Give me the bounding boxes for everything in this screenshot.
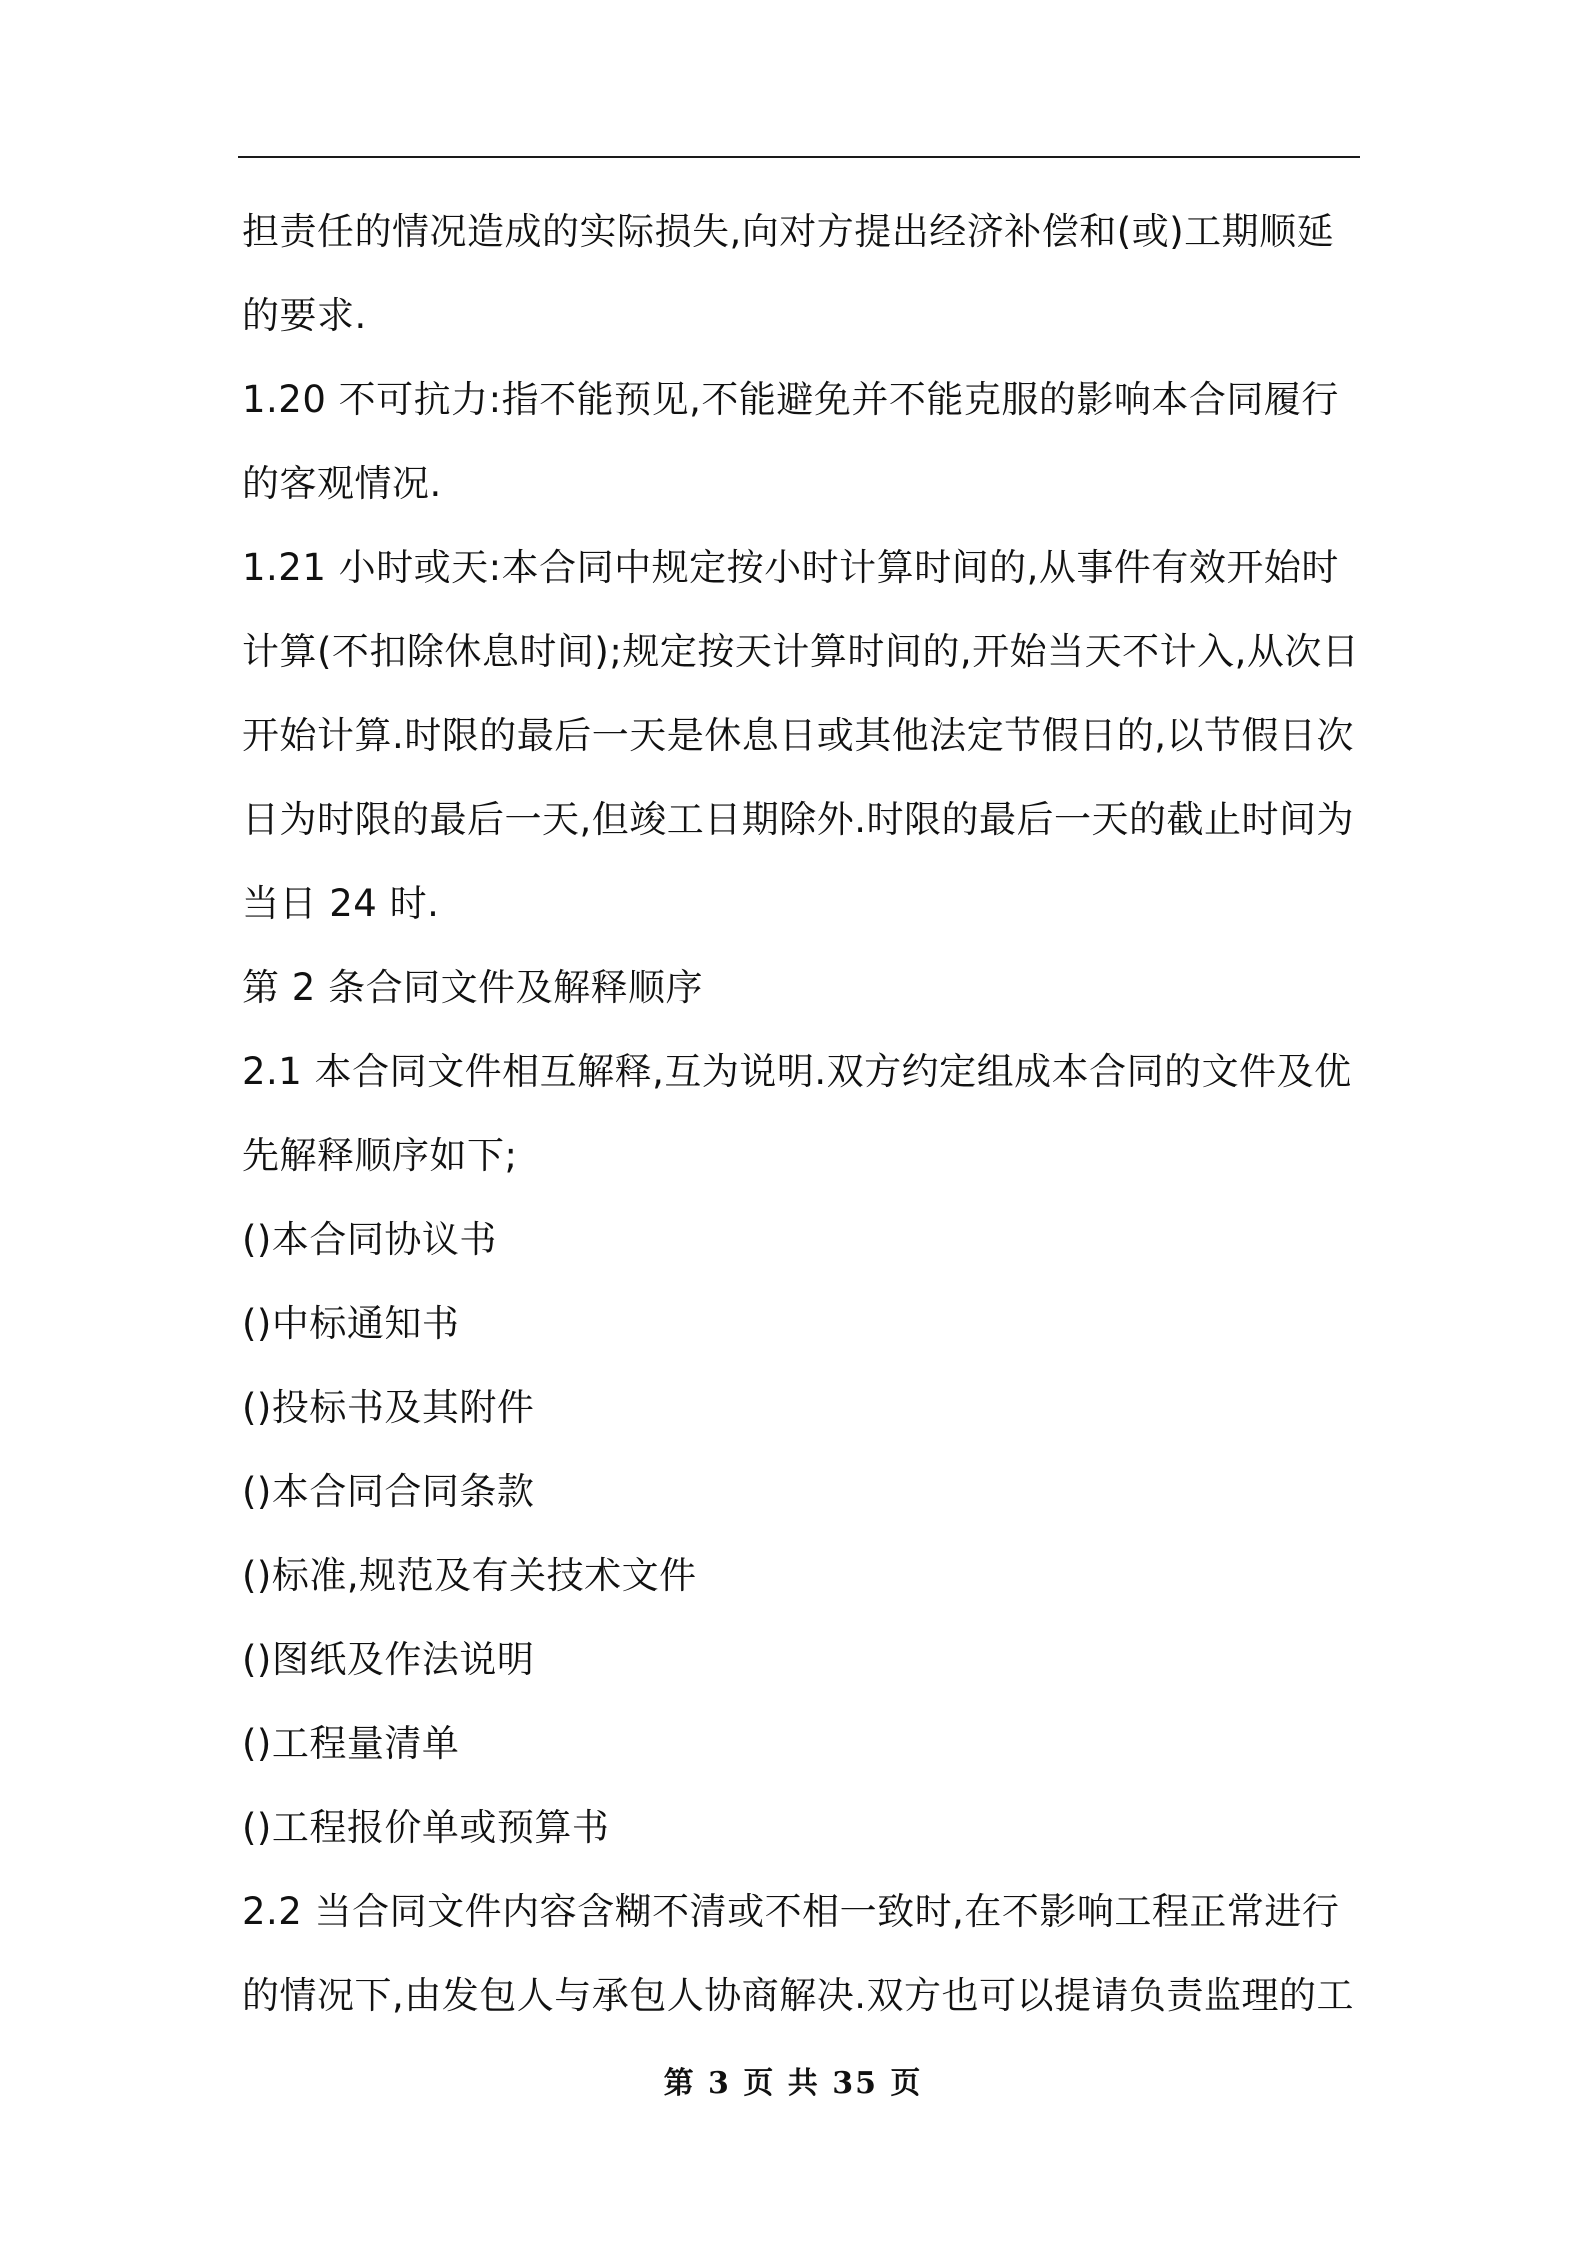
text-line: 1.20 不可抗力:指不能预见,不能避免并不能克服的影响本合同履行 (242, 378, 1339, 421)
list-item: ()本合同合同条款 (242, 1470, 535, 1513)
text-line: 开始计算.时限的最后一天是休息日或其他法定节假日的,以节假日次 (242, 714, 1355, 757)
list-item: ()本合同协议书 (242, 1218, 497, 1261)
text-line: 先解释顺序如下; (242, 1134, 518, 1177)
list-item: ()工程报价单或预算书 (242, 1806, 610, 1849)
list-item: ()中标通知书 (242, 1302, 460, 1345)
text-line: 的情况下,由发包人与承包人协商解决.双方也可以提请负责监理的工 (242, 1974, 1355, 2017)
text-line: 的要求. (242, 294, 367, 337)
text-line: 1.21 小时或天:本合同中规定按小时计算时间的,从事件有效开始时 (242, 546, 1339, 589)
list-item: ()图纸及作法说明 (242, 1638, 535, 1681)
page-footer (0, 2058, 1586, 2102)
text-line: 当日 24 时. (242, 882, 440, 925)
text-line: 担责任的情况造成的实际损失,向对方提出经济补偿和(或)工期顺延 (242, 210, 1335, 253)
list-item: ()标准,规范及有关技术文件 (242, 1554, 697, 1597)
text-line: 2.1 本合同文件相互解释,互为说明.双方约定组成本合同的文件及优 (242, 1050, 1352, 1093)
list-item: ()工程量清单 (242, 1722, 460, 1765)
section-heading: 第 2 条合同文件及解释顺序 (242, 966, 704, 1009)
page-number: 第 3 页 共 35 页 (663, 2066, 923, 2101)
document-body (242, 190, 1360, 2038)
text-line: 的客观情况. (242, 462, 442, 505)
list-item: ()投标书及其附件 (242, 1386, 535, 1429)
header-rule (238, 156, 1360, 158)
text-line: 日为时限的最后一天,但竣工日期除外.时限的最后一天的截止时间为 (242, 798, 1355, 841)
text-line: 计算(不扣除休息时间);规定按天计算时间的,开始当天不计入,从次日 (242, 630, 1360, 673)
text-line: 2.2 当合同文件内容含糊不清或不相一致时,在不影响工程正常进行 (242, 1890, 1340, 1933)
